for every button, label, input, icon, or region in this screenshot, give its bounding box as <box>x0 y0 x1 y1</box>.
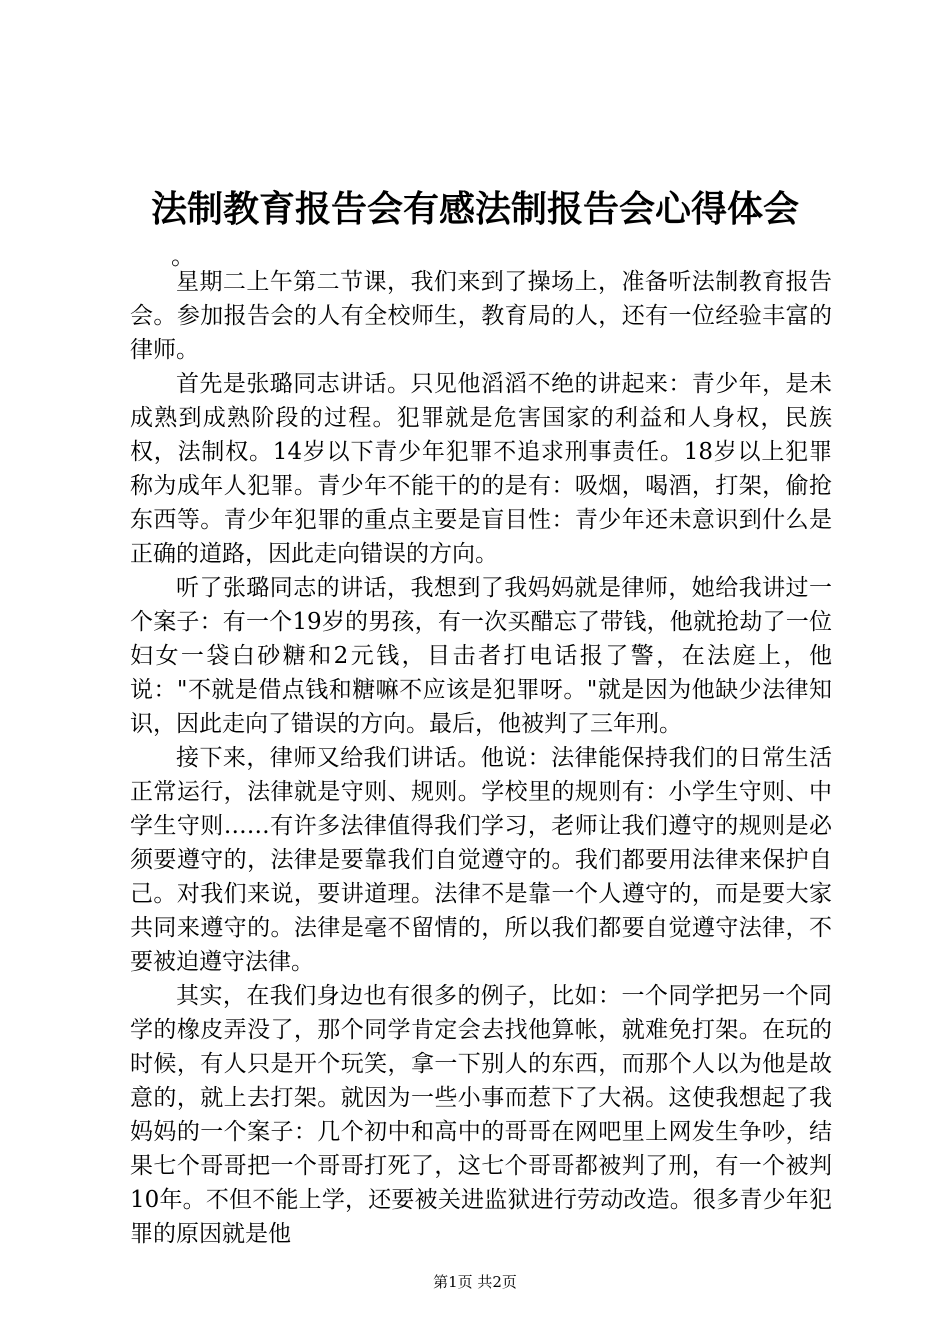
stray-punctuation: 。 <box>171 242 195 270</box>
paragraph-5: 其实，在我们身边也有很多的例子，比如：一个同学把另一个同学的橡皮弄没了，那个同学肯定会去找他算帐，就难免打架。在玩的时候，有人只是开个玩笑，拿一下别人的东西，而那个人以为他是故意的，就上去打架。就因为一些小事而惹下了大祸。这使我想起了我妈妈的一个案子：几个初中和高中的哥哥在网吧里上网发生争吵，结果七个哥哥把一个哥哥打死了，这七个哥哥都被判了刑，有一个被判10年。不但不能上学，还要被关进监狱进行劳动改造。很多青少年犯罪的原因就是他 <box>130 983 832 1247</box>
document-body <box>130 265 832 1251</box>
paragraph-2: 首先是张璐同志讲话。只见他滔滔不绝的讲起来：青少年，是未成熟到成熟阶段的过程。犯罪就是危害国家的利益和人身权，民族权，法制权。14岁以下青少年犯罪不追求刑事责任。18岁以上犯罪称为成年人犯罪。青少年不能干的的是有：吸烟，喝酒，打架，偷抢东西等。青少年犯罪的重点主要是盲目性：青少年还未意识到什么是正确的道路，因此走向错误的方向。 <box>130 371 832 567</box>
page-number-footer: 第1页 共2页 <box>433 1273 517 1291</box>
paragraph-3: 听了张璐同志的讲话，我想到了我妈妈就是律师，她给我讲过一个案子：有一个19岁的男孩，有一次买醋忘了带钱，他就抢劫了一位妇女一袋白砂糖和2元钱，目击者打电话报了警，在法庭上，他说："不就是借点钱和糖嘛不应该是犯罪呀。"就是因为他缺少法律知识，因此走向了错误的方向。最后，他被判了三年刑。 <box>130 575 832 737</box>
paragraph-4: 接下来，律师又给我们讲话。他说：法律能保持我们的日常生活正常运行，法律就是守则、规则。学校里的规则有：小学生守则、中学生守则……有许多法律值得我们学习，老师让我们遵守的规则是必须要遵守的，法律是要靠我们自觉遵守的。我们都要用法律来保护自己。对我们来说，要讲道理。法律不是靠一个人遵守的，而是要大家共同来遵守的。法律是毫不留情的，所以我们都要自觉遵守法律，不要被迫遵守法律。 <box>130 745 832 975</box>
document-title: 法制教育报告会有感法制报告会心得体会 <box>150 188 799 230</box>
paragraph-1: 星期二上午第二节课，我们来到了操场上，准备听法制教育报告会。参加报告会的人有全校师生，教育局的人，还有一位经验丰富的律师。 <box>130 269 832 363</box>
